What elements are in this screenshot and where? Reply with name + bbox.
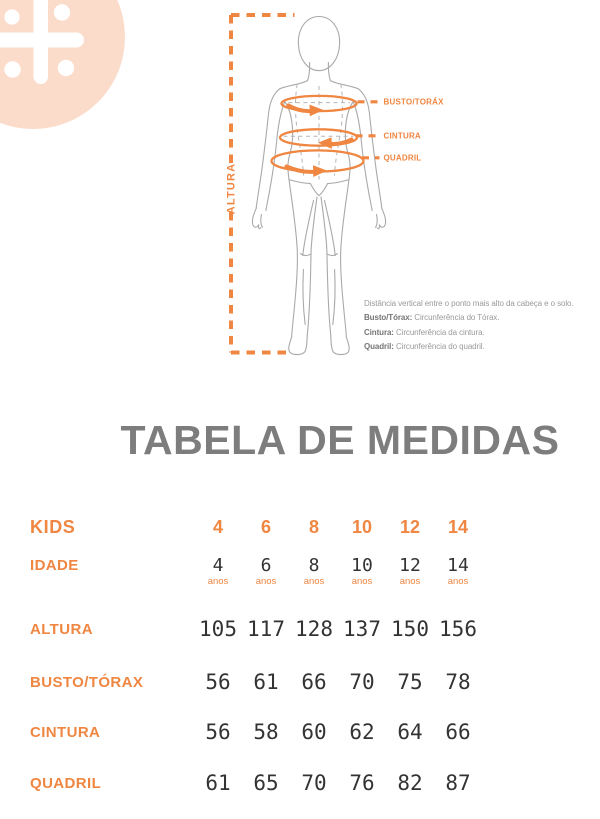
row-label: BUSTO/TÓRAX	[30, 673, 144, 691]
table-cell	[290, 556, 338, 588]
hand-line	[376, 209, 386, 229]
table-row-cintura	[30, 719, 512, 745]
leg-line	[307, 197, 317, 336]
logo-dot	[4, 9, 19, 24]
size-header: 4	[212, 516, 223, 537]
logo-cross-vertical	[34, 0, 49, 84]
thigh-line	[325, 201, 336, 256]
table-cell	[194, 556, 242, 588]
cell-value: 62	[349, 720, 375, 744]
underwear-line	[328, 180, 349, 184]
logo-dot	[4, 61, 20, 77]
row-label: ALTURA	[30, 620, 93, 638]
cell-value: 117	[247, 617, 285, 641]
size-header: 14	[447, 516, 469, 537]
legend-text: Circunferência da cintura.	[393, 327, 485, 337]
leg-line	[341, 180, 349, 337]
cell-unit: anos	[351, 576, 373, 587]
size-table	[30, 514, 512, 796]
cell-value: 75	[397, 670, 423, 694]
underwear-line	[289, 180, 310, 184]
cell-value: 61	[253, 670, 279, 694]
head-outline	[298, 17, 339, 71]
cell-value: 105	[199, 617, 237, 641]
bust-arrow	[289, 106, 312, 112]
legend-line	[364, 297, 600, 311]
cell-value: 56	[205, 670, 231, 694]
cell-value: 8	[308, 555, 320, 576]
size-header: 12	[399, 516, 421, 537]
knee-line	[301, 254, 311, 256]
logo-dot	[54, 4, 70, 20]
logo-dot	[58, 60, 74, 76]
cell-unit: anos	[255, 576, 277, 587]
cell-value: 137	[343, 617, 381, 641]
cell-value: 60	[301, 720, 327, 744]
measurement-legend	[364, 297, 600, 355]
leg-line	[321, 197, 331, 336]
legend-text: Circunferência do quadril.	[393, 342, 485, 352]
knee-line	[328, 254, 338, 256]
waist-callout-label: CINTURA	[383, 131, 421, 141]
foot-line	[331, 336, 349, 355]
cell-value: 58	[253, 720, 279, 744]
row-label: CINTURA	[30, 723, 101, 741]
cell-value: 61	[205, 771, 231, 795]
hip-callout-label: QUADRIL	[383, 153, 422, 163]
legend-term: Busto/Tórax:	[364, 313, 413, 323]
cell-value: 65	[253, 771, 279, 795]
cell-value: 156	[439, 617, 477, 641]
size-header: 6	[260, 516, 271, 537]
cell-value: 78	[445, 670, 471, 694]
bust-callout-label: BUSTO/TORÁX	[383, 97, 444, 107]
waist-arrowhead-icon	[318, 137, 332, 149]
table-row-quadril	[30, 770, 512, 796]
page-title: TABELA DE MEDIDAS	[120, 417, 560, 463]
cell-value: 66	[445, 720, 471, 744]
legend-line	[364, 340, 600, 354]
foot-line	[289, 336, 307, 355]
calf-line	[303, 270, 305, 325]
table-header-row	[30, 514, 512, 540]
neck-line	[328, 63, 330, 81]
leg-line	[289, 180, 297, 337]
cell-unit: anos	[207, 576, 229, 587]
legend-text: Circunferência do Tórax.	[412, 313, 500, 323]
cell-unit: anos	[303, 576, 325, 587]
cell-value: 4	[212, 555, 224, 576]
cell-unit: anos	[399, 576, 421, 587]
cell-value: 150	[391, 617, 429, 641]
legend-text: Distância vertical entre o ponto mais alto da cabeça e o solo.	[364, 299, 574, 308]
cell-value: 64	[397, 720, 423, 744]
row-label: QUADRIL	[30, 774, 102, 792]
bust-arrowhead-icon	[310, 105, 324, 117]
hip-arrowhead-icon	[313, 165, 327, 177]
cell-value: 14	[447, 555, 469, 576]
cell-value: 66	[301, 670, 327, 694]
underwear-line	[310, 184, 327, 196]
brand-logo	[0, 0, 125, 129]
legend-term: Cintura:	[364, 327, 394, 337]
table-cell	[338, 556, 386, 588]
legend-line	[364, 326, 600, 340]
cell-value: 128	[295, 617, 333, 641]
cell-unit: anos	[447, 576, 469, 587]
legend-line	[364, 311, 600, 325]
hand-line	[252, 209, 262, 229]
size-header: 10	[351, 516, 373, 537]
table-cell	[386, 556, 434, 588]
table-row-altura	[30, 616, 512, 642]
table-row-busto-torax	[30, 669, 512, 695]
row-label: IDADE	[30, 557, 79, 574]
cell-value: 82	[397, 771, 423, 795]
cell-value: 56	[205, 720, 231, 744]
altura-label: ALTURA	[225, 162, 238, 215]
shoulder-line	[280, 81, 308, 89]
size-header: 8	[308, 516, 319, 537]
thigh-line	[303, 201, 314, 256]
table-cell	[242, 556, 290, 588]
cell-value: 76	[349, 771, 375, 795]
cell-value: 6	[260, 555, 272, 576]
cell-value: 87	[445, 771, 471, 795]
table-cell	[434, 556, 482, 588]
shoulder-line	[330, 81, 358, 89]
cell-value: 70	[301, 771, 327, 795]
table-row-idade	[30, 556, 512, 588]
cell-value: 12	[399, 555, 421, 576]
cell-value: 70	[349, 670, 375, 694]
legend-term: Quadril:	[364, 342, 394, 352]
neck-line	[308, 63, 310, 81]
calf-line	[333, 270, 335, 325]
header-label: KIDS	[30, 516, 76, 537]
cell-value: 10	[351, 555, 373, 576]
hip-arrow	[287, 167, 315, 172]
